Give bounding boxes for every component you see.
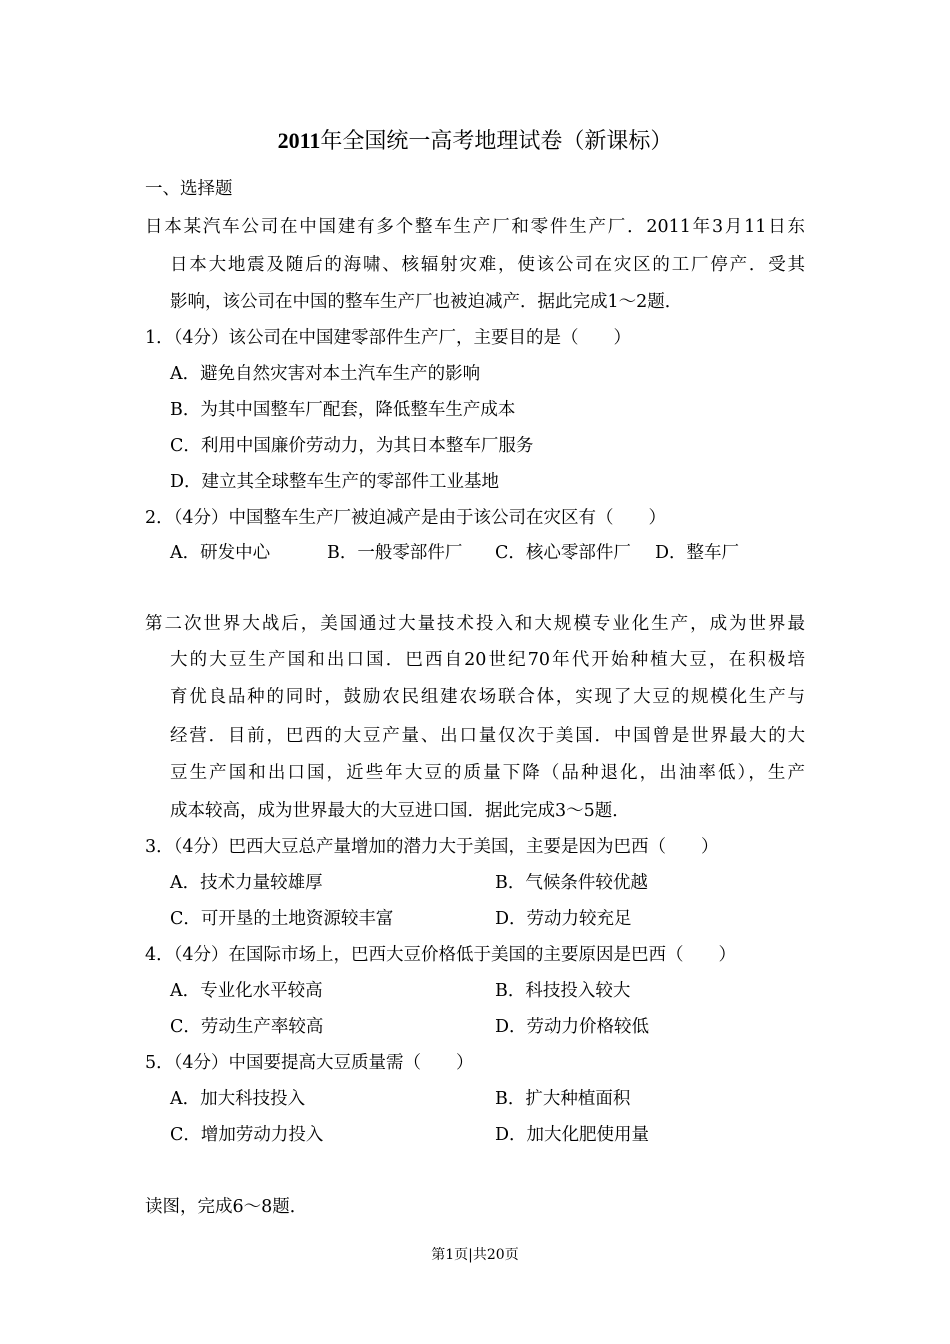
title-text: 年全国统一高考地理试卷（新课标）	[320, 129, 673, 154]
passage2-line: 成本较高，成为世界最大的大豆进口国．据此完成3～5题．	[170, 801, 630, 821]
question-2-option-a[interactable]: A．研发中心	[170, 543, 271, 563]
passage3: 读图，完成6～8题．	[145, 1197, 308, 1217]
question-2-option-c[interactable]: C．核心零部件厂	[495, 543, 631, 563]
question-4-option-d[interactable]: D．劳动力价格较低	[495, 1017, 650, 1037]
question-4-option-a[interactable]: A．专业化水平较高	[170, 981, 323, 1001]
passage2-line: 经营．目前，巴西的大豆产量、出口量仅次于美国．中国曾是世界最大的大	[170, 726, 805, 746]
page-footer: 第1页|共20页	[431, 1247, 519, 1263]
question-2-option-d[interactable]: D．整车厂	[655, 543, 740, 563]
passage2-line: 豆生产国和出口国，近些年大豆的质量下降（品种退化，出油率低），生产	[170, 763, 805, 783]
question-4-stem: 4．（4分）在国际市场上，巴西大豆价格低于美国的主要原因是巴西（ ）	[145, 945, 737, 965]
passage2-line: 大的大豆生产国和出口国．巴西自20世纪70年代开始种植大豆，在积极培	[170, 650, 805, 670]
question-5-option-d[interactable]: D．加大化肥使用量	[495, 1125, 650, 1145]
passage1-line: 日本某汽车公司在中国建有多个整车生产厂和零件生产厂．2011年3月11日东	[145, 217, 805, 237]
question-5-option-c[interactable]: C．增加劳动力投入	[170, 1125, 324, 1145]
page-title	[0, 122, 950, 161]
question-4-option-c[interactable]: C．劳动生产率较高	[170, 1017, 324, 1037]
question-4-option-b[interactable]: B．科技投入较大	[495, 981, 631, 1001]
passage1-line: 日本大地震及随后的海啸、核辐射灾难，使该公司在灾区的工厂停产．受其	[170, 255, 805, 275]
title-year: 2011	[277, 128, 321, 153]
question-3-stem: 3．（4分）巴西大豆总产量增加的潜力大于美国，主要是因为巴西（ ）	[145, 837, 719, 857]
question-1-option-c[interactable]: C．利用中国廉价劳动力，为其日本整车厂服务	[170, 436, 534, 456]
question-3-option-c[interactable]: C．可开垦的土地资源较丰富	[170, 909, 394, 929]
question-1-option-b[interactable]: B．为其中国整车厂配套，降低整车生产成本	[170, 400, 516, 420]
question-1-option-d[interactable]: D．建立其全球整车生产的零部件工业基地	[170, 472, 500, 492]
question-5-option-a[interactable]: A．加大科技投入	[170, 1089, 306, 1109]
question-3-option-d[interactable]: D．劳动力较充足	[495, 909, 632, 929]
section-heading: 一、选择题	[145, 179, 233, 199]
question-2-stem: 2．（4分）中国整车生产厂被迫减产是由于该公司在灾区有（ ）	[145, 508, 667, 528]
question-2-option-b[interactable]: B．一般零部件厂	[327, 543, 463, 563]
question-5-stem: 5．（4分）中国要提高大豆质量需（ ）	[145, 1053, 474, 1073]
passage2-line: 育优良品种的同时，鼓励农民组建农场联合体，实现了大豆的规模化生产与	[170, 687, 805, 707]
question-3-option-b[interactable]: B．气候条件较优越	[495, 873, 648, 893]
question-1-stem: 1．（4分）该公司在中国建零部件生产厂，主要目的是（ ）	[145, 328, 632, 348]
question-1-option-a[interactable]: A．避免自然灾害对本土汽车生产的影响	[170, 364, 481, 384]
question-3-option-a[interactable]: A．技术力量较雄厚	[170, 873, 323, 893]
question-5-option-b[interactable]: B．扩大种植面积	[495, 1089, 631, 1109]
passage2-line: 第二次世界大战后，美国通过大量技术投入和大规模专业化生产，成为世界最	[145, 614, 805, 634]
passage1-line: 影响，该公司在中国的整车生产厂也被迫减产．据此完成1～2题．	[170, 292, 683, 312]
